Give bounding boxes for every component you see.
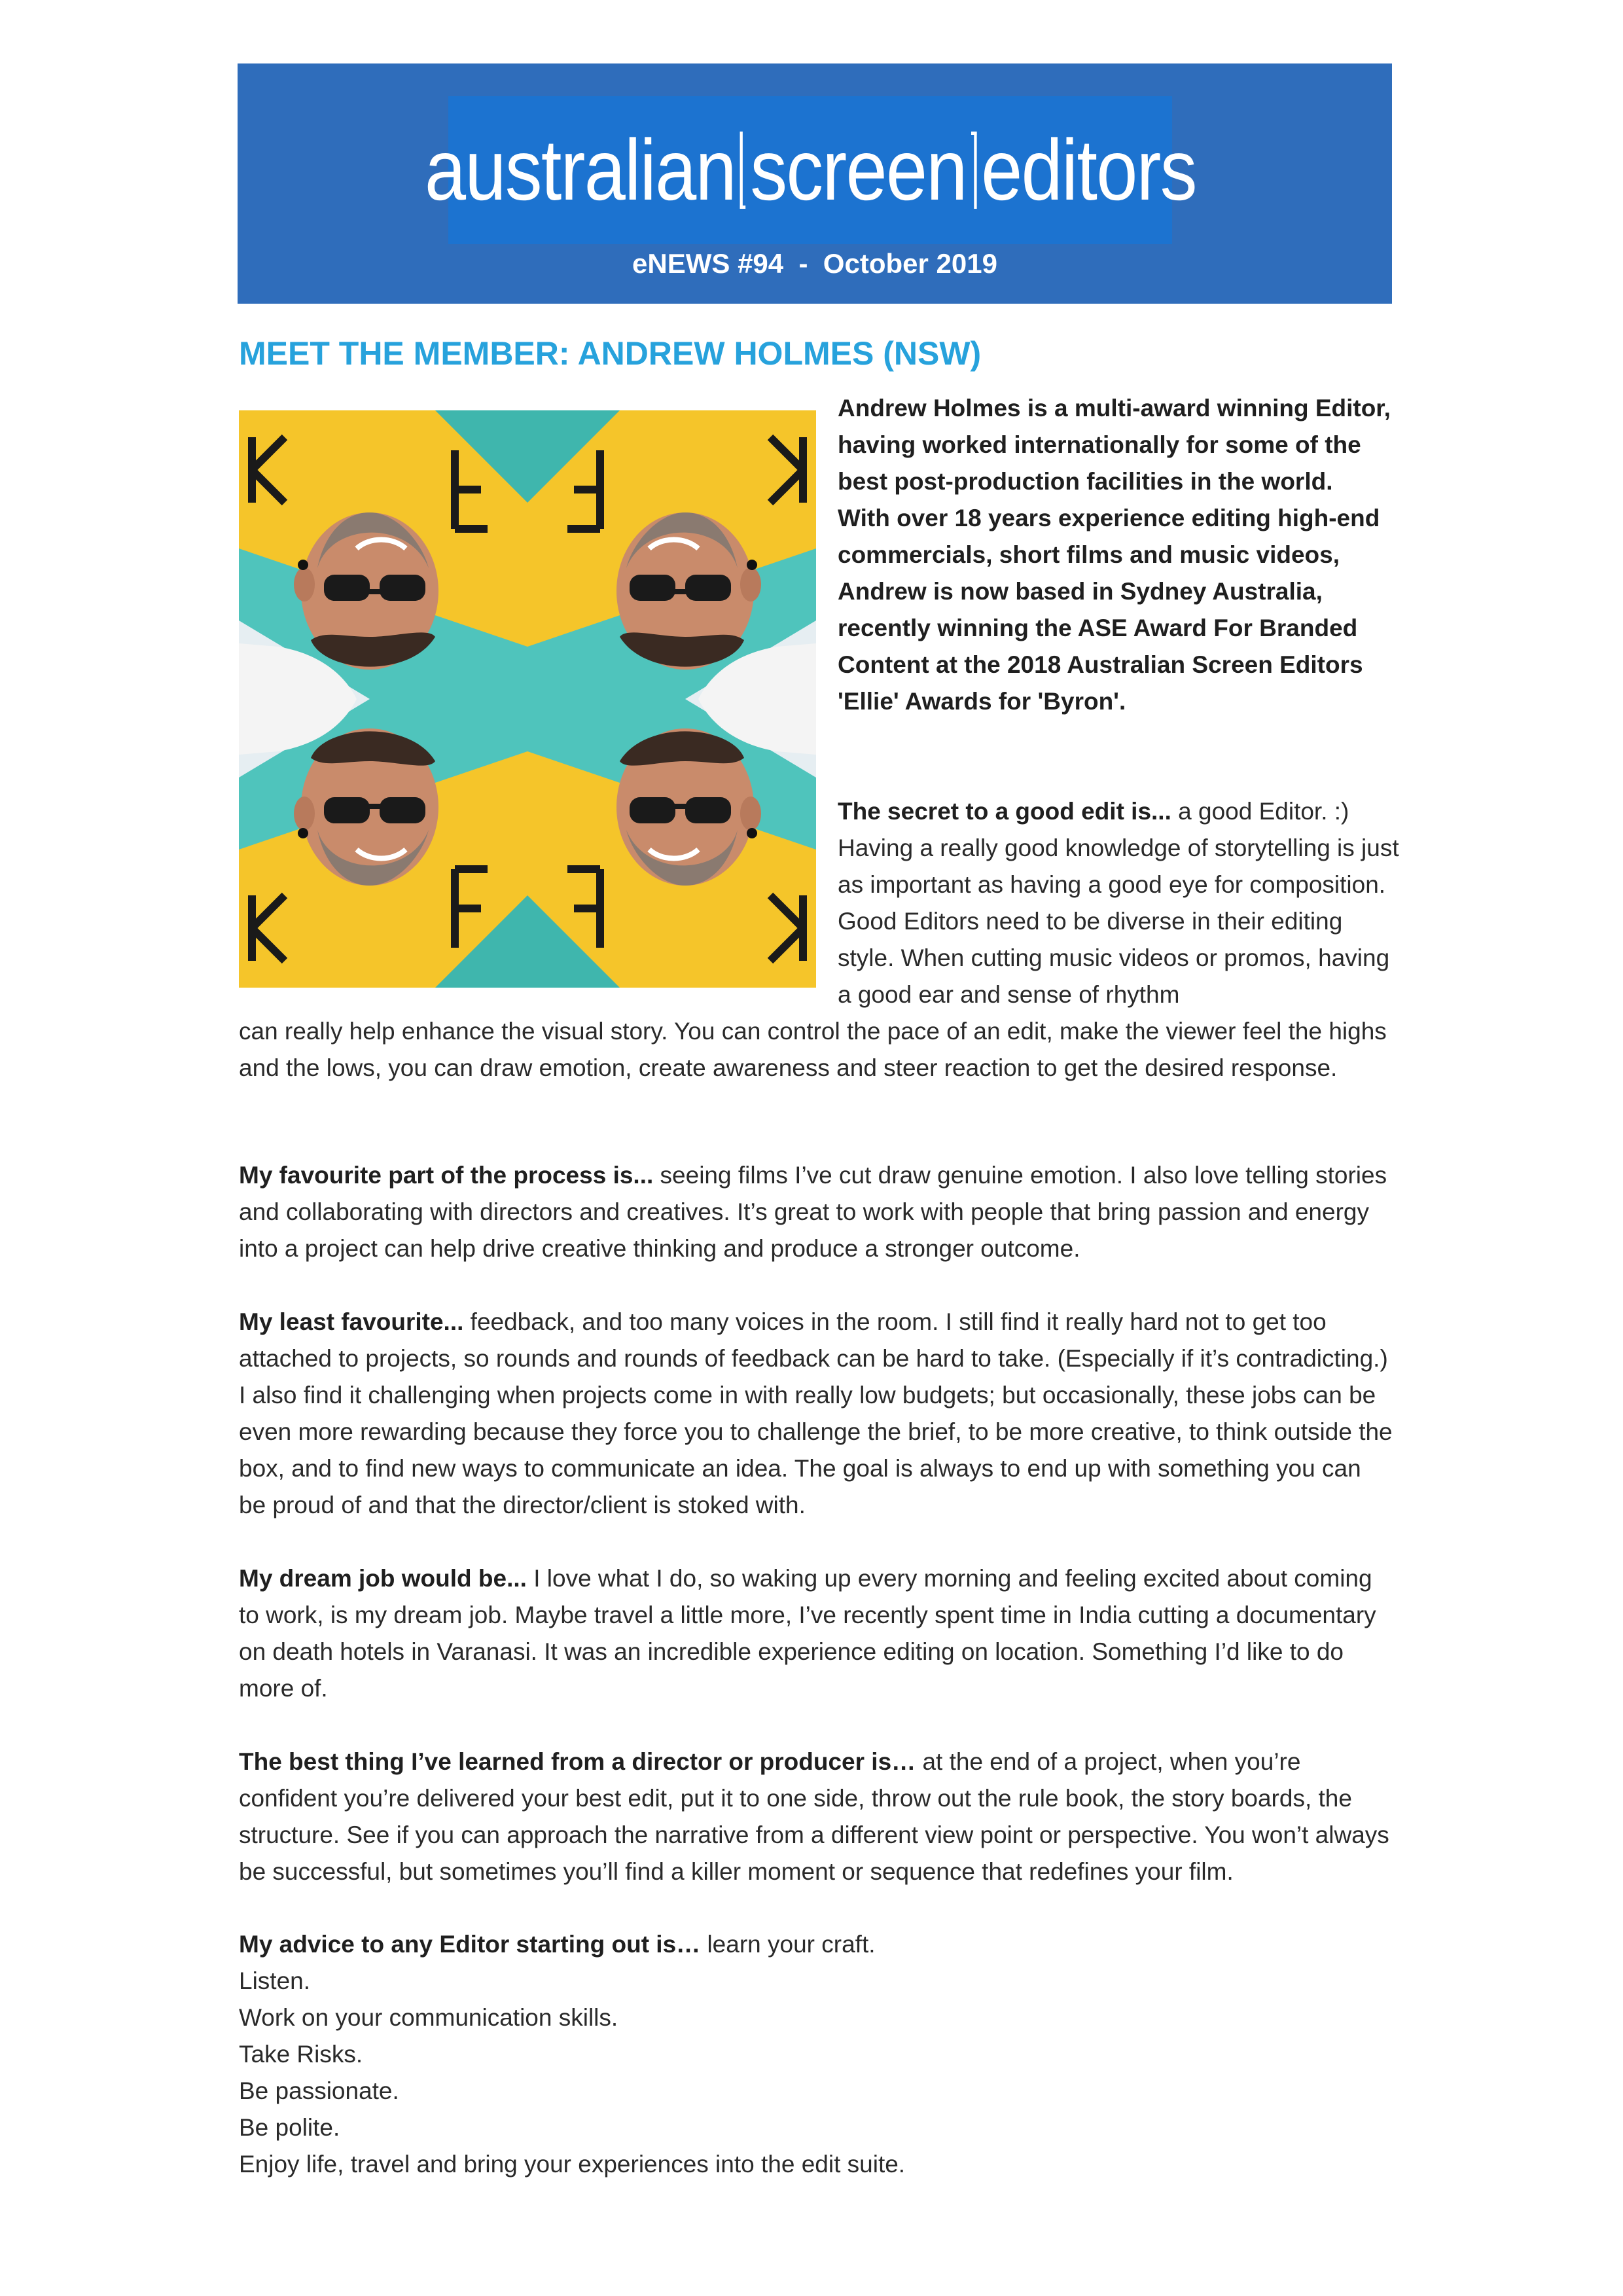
logo-text-editors: editors [980, 122, 1196, 218]
section-learned [239, 1744, 1394, 1890]
header-banner [238, 63, 1392, 304]
advice-item: Take Risks. [239, 2041, 363, 2068]
dream-label: My dream job would be... [239, 1565, 527, 1592]
dream-text: I love what I do, so waking up every morning and feeling excited about coming to work, is my dream job. Maybe travel a little more, I’ve recently spent time in India cutting a documentary on death hotels in Varanasi. It was an incredible experience editing on location. Something I’d like to do more of. [239, 1565, 1376, 1702]
advice-item: Be polite. [239, 2114, 340, 2141]
least-label: My least favourite... [239, 1308, 464, 1335]
favourite-text: seeing films I’ve cut draw genuine emotion. I also love telling stories and collaborating with directors and creatives. It’s great to work with people that bring passion and energy into a project can help drive creative thinking and produce a stronger outcome. [239, 1162, 1387, 1262]
secret-paragraph-a [838, 793, 1400, 1013]
intro-paragraph-2: With over 18 years experience editing high-end commercials, short films and music videos, Andrew is now based in Sydney Australia, recently winning the ASE Award For Branded Content at the 2018 Australian Screen Editors 'Ellie' Awards for 'Byron'. [838, 505, 1380, 715]
section-secret [239, 793, 1399, 1086]
section-dream-job [239, 1560, 1394, 1707]
least-text: feedback, and too many voices in the room. I still find it really hard not to get too attached to projects, so rounds and rounds of feedback can be hard to take. (Especially if it’s contradicting.) I also find it challenging when projects come in with really low budgets; but occasionally, these jobs can be even more rewarding because they force you to challenge the brief, to be more creative, to think outside the box, and to find new ways to communicate an idea. The goal is always to end up with something you can be proud of and that the director/client is stoked with. [239, 1308, 1393, 1518]
advice-intro-line [239, 1926, 1394, 1963]
logo-text-australian: australian [424, 122, 736, 218]
secret-label: The secret to a good edit is... [838, 798, 1171, 825]
advice-item: Be passionate. [239, 2077, 399, 2104]
advice-text: learn your craft. [700, 1931, 876, 1958]
logo [424, 96, 1196, 244]
issue-label: eNEWS #94 - October 2019 [632, 248, 997, 279]
intro-text [838, 390, 1400, 720]
page-title: MEET THE MEMBER: ANDREW HOLMES (NSW) [239, 335, 982, 372]
advice-label: My advice to any Editor starting out is… [239, 1931, 701, 1958]
section-favourite [239, 1157, 1394, 1267]
advice-item: Work on your communication skills. [239, 2004, 618, 2031]
logo-text-screen: screen [749, 122, 967, 218]
favourite-label: My favourite part of the process is... [239, 1162, 654, 1189]
learned-label: The best thing I’ve learned from a director or producer is… [239, 1748, 916, 1775]
secret-text-b: can really help enhance the visual story. You can control the pace of an edit, make the viewer feel the highs and the lows, you can draw emotion, create awareness and steer reaction to get the desired response. [239, 1018, 1387, 1081]
logo-bracket-right [971, 132, 976, 209]
learned-text: at the end of a project, when you’re confident you’re delivered your best edit, put it to one side, throw out the rule book, the story boards, the structure. See if you can approach the narrative from a different view point or perspective. You won’t always be successful, but sometimes you’ll find a killer moment or sequence that redefines your film. [239, 1748, 1389, 1885]
intro-paragraph-1: Andrew Holmes is a multi-award winning Editor, having worked internationally for some of the best post-production facilities in the world. [838, 395, 1391, 495]
secret-text-a: a good Editor. :) Having a really good knowledge of storytelling is just as important as having a good eye for composition. Good Editors need to be diverse in their editing style. When cutting music videos or promos, having a good ear and sense of rhythm [838, 798, 1399, 1008]
logo-bracket-left [740, 132, 745, 209]
advice-item: Enjoy life, travel and bring your experiences into the edit suite. [239, 2151, 906, 2178]
section-least-favourite [239, 1304, 1394, 1524]
advice-item: Listen. [239, 1967, 311, 1994]
section-advice [239, 1926, 1394, 2183]
